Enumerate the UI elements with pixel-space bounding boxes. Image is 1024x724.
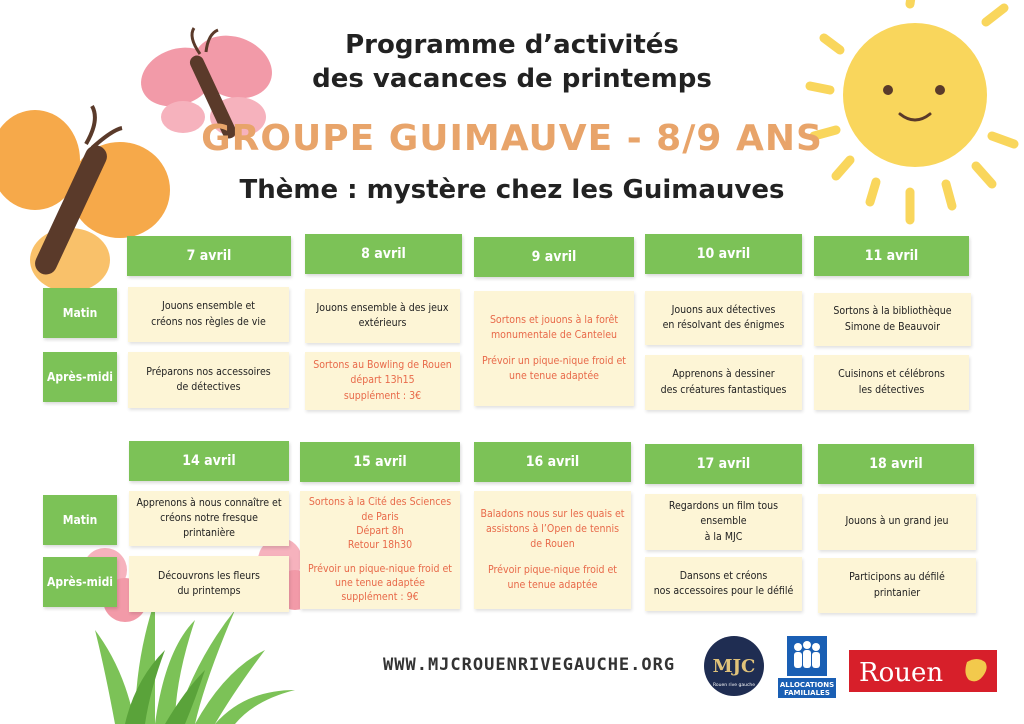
- activity-cell: Apprenons à dessiner des créatures fantastiques: [645, 355, 802, 410]
- day-header: 11 avril: [814, 236, 969, 276]
- svg-text:Rouen: Rouen: [859, 658, 944, 688]
- activity-cell: Jouons à un grand jeu: [818, 494, 976, 550]
- activity-cell: Sortons et jouons à la forêt monumentale de Canteleu Prévoir un pique-nique froid et une tenue adaptée: [474, 291, 634, 406]
- group-title: GROUPE GUIMAUVE - 8/9 ANS: [201, 118, 823, 159]
- day-header: 15 avril: [300, 442, 460, 482]
- theme-title: Thème : mystère chez les Guimauves: [239, 175, 785, 205]
- website-link[interactable]: WWW.MJCROUENRIVEGAUCHE.ORG: [383, 655, 676, 675]
- day-header: 7 avril: [127, 236, 291, 276]
- activity-cell: Cuisinons et célébrons les détectives: [814, 355, 969, 410]
- day-header: 8 avril: [305, 234, 462, 274]
- activity-cell: Participons au défilé printanier: [818, 558, 976, 613]
- mjc-logo: [704, 636, 764, 696]
- day-header: 18 avril: [818, 444, 974, 484]
- day-header: 17 avril: [645, 444, 802, 484]
- activity-cell: Jouons ensemble et créons nos règles de vie: [128, 287, 289, 342]
- day-header: 10 avril: [645, 234, 802, 274]
- svg-text:FAMILIALES: FAMILIALES: [784, 689, 830, 697]
- rouen-logo-icon: [849, 650, 997, 692]
- activity-cell: Jouons aux détectives en résolvant des énigmes: [645, 291, 802, 345]
- title-line2: des vacances de printemps: [312, 64, 712, 94]
- activity-cell: Sortons à la bibliothèque Simone de Beauvoir: [814, 293, 971, 346]
- day-header: 14 avril: [129, 441, 289, 481]
- activity-cell: Apprenons à nous connaître et créons notre fresque printanière: [129, 491, 289, 546]
- row-label-afternoon: Après-midi: [43, 352, 117, 402]
- activity-cell: Sortons au Bowling de Rouen départ 13h15 supplément : 3€: [305, 352, 460, 410]
- svg-text:ALLOCATIONS: ALLOCATIONS: [779, 681, 835, 689]
- activity-cell: Baladons nous sur les quais et assistons à l’Open de tennis de Rouen Prévoir pique-nique froid et une tenue adaptée: [474, 491, 631, 609]
- activity-cell: Dansons et créons nos accessoires pour le défilé: [645, 557, 802, 611]
- title-line1: Programme d’activités: [345, 30, 679, 60]
- activity-cell: Jouons ensemble à des jeux extérieurs: [305, 289, 460, 343]
- svg-text:MJC: MJC: [712, 656, 756, 677]
- caf-logo: [778, 636, 836, 698]
- rouen-logo: [849, 650, 997, 692]
- activity-cell: Découvrons les fleurs du printemps: [129, 556, 289, 612]
- activity-cell: Préparons nos accessoires de détectives: [128, 352, 289, 408]
- row-label-afternoon: Après-midi: [43, 557, 117, 607]
- svg-text:Rouen rive gauche: Rouen rive gauche: [712, 683, 756, 688]
- day-header: 16 avril: [474, 442, 631, 482]
- caf-logo-icon: [778, 636, 836, 698]
- activity-cell: Sortons à la Cité des Sciences de Paris Départ 8h Retour 18h30 Prévoir un pique-nique froid et une tenue adaptée supplément : 9€: [300, 491, 460, 609]
- day-header: 9 avril: [474, 237, 634, 277]
- row-label-morning: Matin: [43, 495, 117, 545]
- activity-cell: Regardons un film tous ensemble à la MJC: [645, 494, 802, 550]
- mjc-logo-icon: [704, 636, 764, 696]
- row-label-morning: Matin: [43, 288, 117, 338]
